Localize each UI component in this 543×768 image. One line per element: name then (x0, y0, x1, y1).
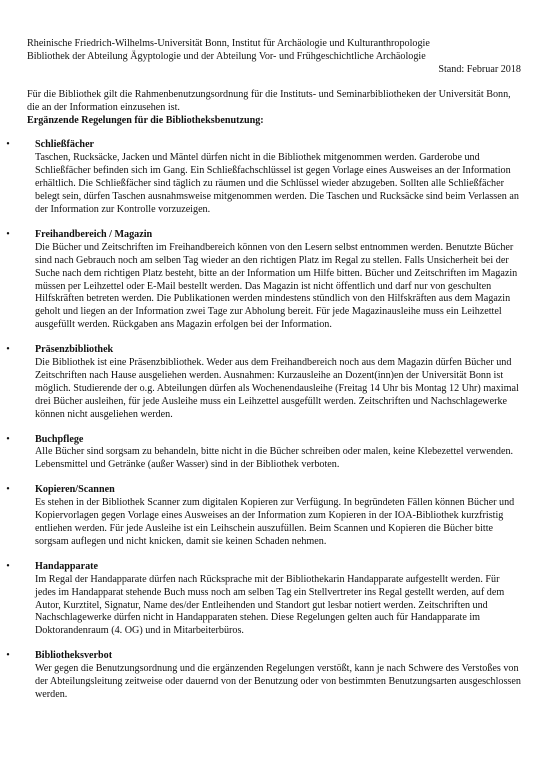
bullet-icon: • (6, 139, 10, 151)
section-title: Buchpflege (35, 433, 84, 445)
section-title: Bibliotheksverbot (35, 650, 113, 662)
section-body: Im Regal der Handapparate dürfen nach Rücksprache mit der Bibliothekarin Handapparate aufgestellt werden. Für jedes im Handapparat stehende Buch muss noch am selben Tag ein Stellvertreter ins Regal gestellt werden, auf dem Autor, Kurztitel, Signatur, Name des/der Entleihenden und Standort gut lesbar notiert werden. Zeitschriften und Nachschlagewerke dürfen nicht in Handapparaten stehen. Diese Regelungen gelten auch für Handapparate im Doktorandenraum (4. OG) und in Mitarbeiterbüros. (35, 573, 505, 637)
institution-line: Rheinische Friedrich-Wilhelms-Universität Bonn, Institut für Archäologie und Kulturanthropologie (27, 38, 430, 49)
section-handapparate (6, 560, 521, 638)
section-title: Kopieren/Scannen (35, 484, 115, 496)
section-body: Die Bibliothek ist eine Präsenzbibliothek. Weder aus dem Freihandbereich noch aus dem Magazin dürfen Bücher und Zeitschriften nach Hause ausgeliehen werden. Ausnahmen: Kurzausleihe an Dozent(inn)en der Universität Bonn ist möglich. Studierende der o.g. Abteilungen dürfen als Wochenendausleihe (Freitag 14 Uhr bis Montag 12 Uhr) maximal drei Bücher ausleihen, für jede Ausleihe muss ein Leihzettel ausgefüllt werden. Zeitschriften und Nachschlagewerke können nicht ausgeliehen werden. (35, 357, 519, 420)
section-body: Die Bücher und Zeitschriften im Freihandbereich können von den Lesern selbst entnommen werden. Benutzte Bücher sind nach Gebrauch noch am selben Tag wieder an den richtigen Platz im Regal zu stellen. Falls Unsicherheit bei der Suche nach dem richtigen Platz besteht, bitte an der Information um Hilfe bitten. Bücher und Zeitschriften im Magazin müssen per Leihzettel oder E-Mail bestellt werden. Das Magazin ist nicht öffentlich und darf nur von geschulten Hilfskräften betreten werden. Die Publikationen werden mindestens stündlich von den Hilfskräften aus dem Magazin geholt und liegen an der Information zwei Tage zur Abholung bereit. Für jede Magazinausleihe muss ein Leihzettel ausgefüllt werden. Rückgaben ans Magazin erfolgen bei der Information. (35, 241, 518, 331)
bullet-icon: • (6, 650, 10, 662)
bullet-icon: • (6, 560, 10, 572)
document-header (27, 38, 521, 77)
bullet-icon: • (6, 433, 10, 445)
intro-block (27, 89, 521, 128)
section-body: Es stehen in der Bibliothek Scanner zum digitalen Kopieren zur Verfügung. In begründeten Fällen können Bücher und Kopiervorlagen gegen Vorlage eines Ausweises an der Information zum Kopieren in der IOA-Bibliothek kurzfristig entliehen werden. Für jede Ausleihe ist ein Leihschein auszufüllen. Beim Scannen und Kopieren die Bücher bitte sorgsam auflegen und nicht knicken, damit sie keinen Schaden nehmen. (35, 497, 515, 547)
section-bibliotheksverbot (6, 650, 521, 702)
section-body: Alle Bücher sind sorgsam zu behandeln, bitte nicht in die Bücher schreiben oder malen, keine Klebezettel verwenden. Lebensmittel und Getränke (außer Wasser) sind in der Bibliothek verboten. (35, 446, 514, 471)
section-title: Schließfächer (35, 139, 95, 151)
section-praesenzbibliothek (6, 344, 521, 421)
section-kopieren-scannen (6, 484, 521, 549)
section-title: Handapparate (35, 560, 99, 572)
section-title: Präsenzbibliothek (35, 344, 114, 356)
section-title: Freihandbereich / Magazin (35, 228, 153, 240)
library-line: Bibliothek der Abteilung Ägyptologie und der Abteilung Vor- und Frühgeschichtliche Archäologie (27, 50, 426, 62)
section-schliessfaecher (6, 139, 521, 216)
section-body: Taschen, Rucksäcke, Jacken und Mäntel dürfen nicht in die Bibliothek mitgenommen werden. Garderobe und Schließfächer befinden sich im Gang. Ein Schließfachschlüssel ist gegen Vorlage eines Ausweises an der Information erhältlich. Die Schließfächer sind täglich zu räumen und die Schlüssel wieder abzugeben. Sollten alle Schließfächer belegt sein, dürfen Taschen ausnahmsweise mitgenommen werden. Die Taschen und Rucksäcke sind beim Verlassen an der Information zur Kontrolle vorzuzeigen. (35, 152, 519, 215)
bullet-icon: • (6, 484, 10, 496)
bullet-icon: • (6, 228, 10, 240)
bullet-icon: • (6, 344, 10, 356)
section-freihandbereich (6, 228, 521, 332)
section-buchpflege (6, 433, 521, 473)
section-body: Wer gegen die Benutzungsordnung und die ergänzenden Regelungen verstößt, kann je nach Schwere des Verstoßes von der Abteilungsleitung zeitweise oder dauernd von der Benutzung oder von bestimmten Benutzungsarten ausgeschlossen werden. (35, 663, 521, 700)
rules-heading: Ergänzende Regelungen für die Bibliotheksbenutzung: (27, 114, 264, 126)
date-stamp: Stand: Februar 2018 (438, 63, 521, 75)
intro-text: Für die Bibliothek gilt die Rahmenbenutzungsordnung für die Instituts- und Seminarbibliotheken der Universität Bonn, die an der Information einzusehen ist. (27, 88, 511, 113)
